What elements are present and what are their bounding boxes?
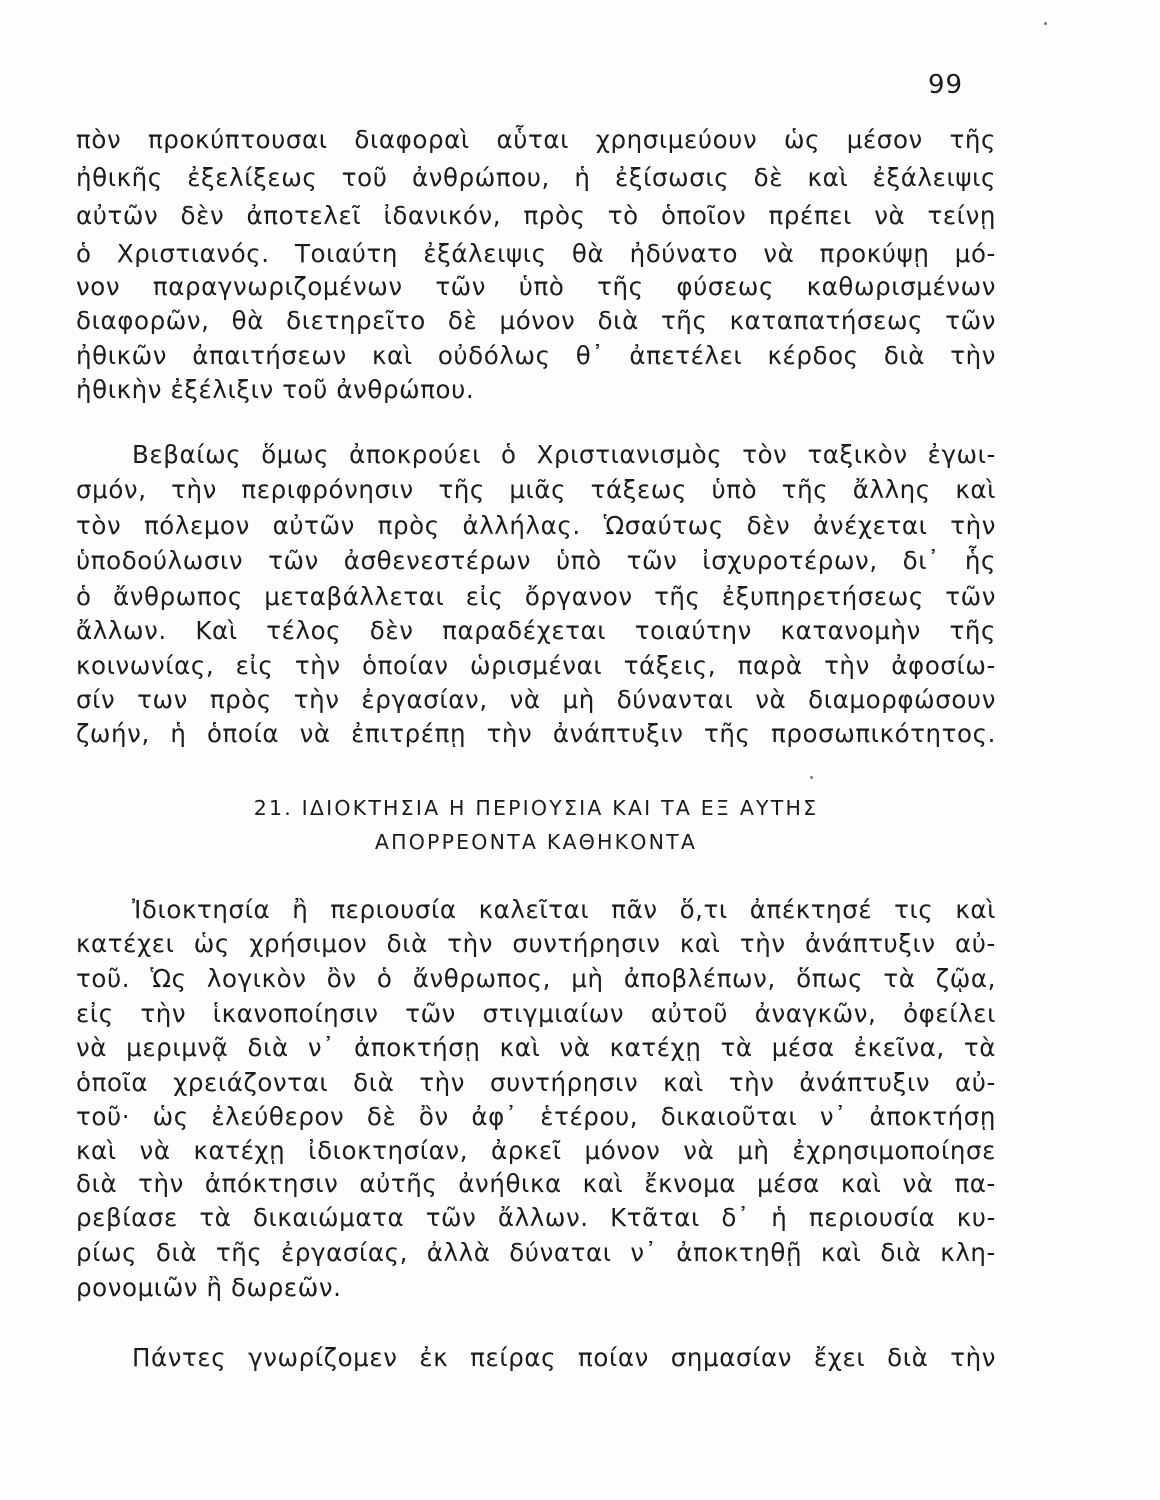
text-line: ρεβίασε τὰ δικαιώματα τῶν ἄλλων. Κτᾶται δ᾿ ἡ περιουσία κυ- — [76, 1203, 996, 1232]
text-line: ρίως διὰ τῆς ἐργασίας, ἀλλὰ δύναται ν᾿ ἀποκτηθῇ καὶ διὰ κλη- — [76, 1238, 996, 1267]
text-line: κατέχει ὡς χρήσιμον διὰ τὴν συντήρησιν καὶ τὴν ἀνάπτυξιν αὐ- — [76, 929, 996, 958]
text-line: εἰς τὴν ἱκανοποίησιν τῶν στιγμιαίων αὐτοῦ ἀναγκῶν, ὀφείλει — [76, 999, 996, 1028]
text-line: ὑποδούλωσιν τῶν ἀσθενεστέρων ὑπὸ τῶν ἰσχυροτέρων, δι᾿ ἧς — [76, 546, 996, 575]
text-line: Βεβαίως ὅμως ἀποκρούει ὁ Χριστιανισμὸς τὸν ταξικὸν ἐγωι- — [132, 440, 996, 469]
text-line: πὸν προκύπτουσαι διαφοραὶ αὗται χρησιμεύουν ὡς μέσον τῆς — [76, 125, 996, 154]
section-heading-line-2: ΑΠΟΡΡΕΟΝΤΑ ΚΑΘΗΚΟΝΤΑ — [374, 830, 698, 854]
text-line: ὁ ἄνθρωπος μεταβάλλεται εἰς ὄργανον τῆς ἐξυπηρετήσεως τῶν — [76, 582, 996, 611]
text-line: διὰ τὴν ἀπόκτησιν αὐτῆς ἀνήθικα καὶ ἔκνομα μέσα καὶ νὰ πα- — [76, 1169, 996, 1198]
text-line: νον παραγνωριζομένων τῶν ὑπὸ τῆς φύσεως καθωρισμένων — [76, 272, 996, 301]
text-line: τοῦ· ὡς ἐλεύθερον δὲ ὂν ἀφ᾿ ἑτέρου, δικαιοῦται ν᾿ ἀποκτήσῃ — [76, 1102, 996, 1131]
section-heading-line-1: 21. ΙΔΙΟΚΤΗΣΙΑ Η ΠΕΡΙΟΥΣΙΑ ΚΑΙ ΤΑ ΕΞ ΑΥΤΗΣ — [253, 796, 819, 820]
text-line: καὶ νὰ κατέχῃ ἰδιοκτησίαν, ἀρκεῖ μόνον νὰ μὴ ἐχρησιμοποίησε — [76, 1136, 996, 1165]
page-number: 99 — [928, 70, 964, 100]
text-line: Πάντες γνωρίζομεν ἐκ πείρας ποίαν σημασίαν ἔχει διὰ τὴν — [132, 1343, 996, 1372]
text-line: Ἰδιοκτησία ἢ περιουσία καλεῖται πᾶν ὅ,τι ἀπέκτησέ τις καὶ — [132, 895, 996, 924]
text-line: ζωήν, ἡ ὁποία νὰ ἐπιτρέπῃ τὴν ἀνάπτυξιν τῆς προσωπικότητος. — [76, 719, 996, 748]
text-line: αὐτῶν δὲν ἀποτελεῖ ἰδανικόν, πρὸς τὸ ὁποῖον πρέπει νὰ τείνῃ — [76, 201, 996, 230]
text-line: ἠθικῶν ἀπαιτήσεων καὶ οὐδόλως θ᾿ ἀπετέλει κέρδος διὰ τὴν — [76, 341, 996, 370]
text-line: ἠθικῆς ἐξελίξεως τοῦ ἀνθρώπου, ἡ ἐξίσωσις δὲ καὶ ἐξάλειψις — [76, 163, 996, 192]
text-line: ρονομιῶν ἢ δωρεῶν. — [76, 1273, 342, 1302]
text-line: σίν των πρὸς τὴν ἐργασίαν, νὰ μὴ δύνανται νὰ διαμορφώσουν — [76, 685, 996, 714]
text-line: σμόν, τὴν περιφρόνησιν τῆς μιᾶς τάξεως ὑπὸ τῆς ἄλλης καὶ — [76, 475, 996, 504]
scan-speck — [1044, 22, 1047, 25]
text-line: νὰ μεριμνᾷ διὰ ν᾿ ἀποκτήσῃ καὶ νὰ κατέχῃ τὰ μέσα ἐκεῖνα, τὰ — [76, 1033, 996, 1062]
text-line: τὸν πόλεμον αὐτῶν πρὸς ἀλλήλας. Ὡσαύτως δὲν ἀνέχεται τὴν — [76, 511, 996, 540]
text-line: ὁποῖα χρειάζονται διὰ τὴν συντήρησιν καὶ τὴν ἀνάπτυξιν αὐ- — [76, 1068, 996, 1097]
text-line: ὁ Χριστιανός. Τοιαύτη ἐξάλειψις θὰ ἠδύνατο νὰ προκύψῃ μό- — [76, 239, 996, 268]
text-line: ἠθικὴν ἐξέλιξιν τοῦ ἀνθρώπου. — [76, 375, 475, 404]
text-line: διαφορῶν, θὰ διετηρεῖτο δὲ μόνον διὰ τῆς καταπατήσεως τῶν — [76, 306, 996, 335]
text-line: ἄλλων. Καὶ τέλος δὲν παραδέχεται τοιαύτην κατανομὴν τῆς — [76, 616, 996, 645]
text-line: κοινωνίας, εἰς τὴν ὁποίαν ὡρισμέναι τάξεις, παρὰ τὴν ἀφοσίω- — [76, 651, 996, 680]
text-line: τοῦ. Ὡς λογικὸν ὂν ὁ ἄνθρωπος, μὴ ἀποβλέπων, ὅπως τὰ ζῷα, — [76, 964, 996, 993]
scan-speck — [810, 776, 813, 779]
